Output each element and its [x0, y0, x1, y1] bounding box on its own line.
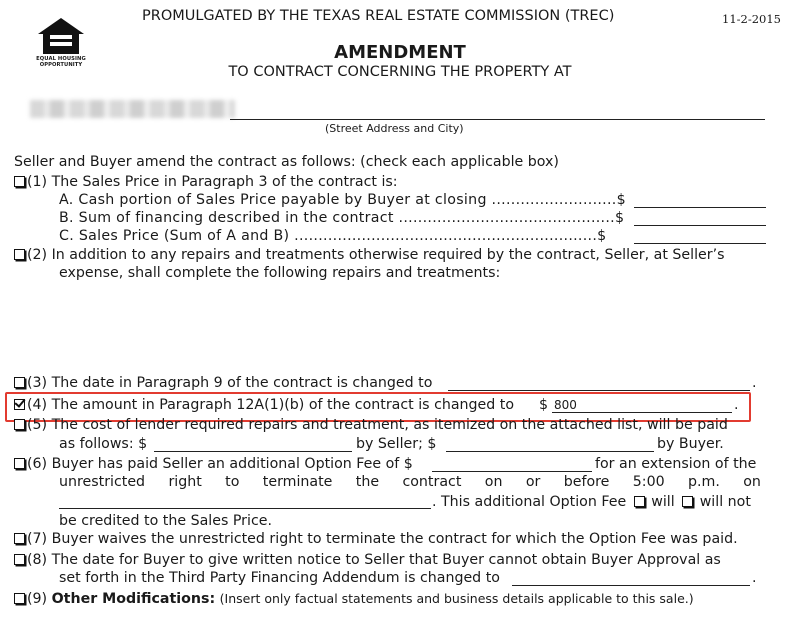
- item4-currency: $: [539, 397, 549, 413]
- item4-row: [14, 397, 514, 413]
- item4-end: .: [734, 397, 739, 413]
- item1-label: (1) The Sales Price in Paragraph 3 of the contract is:: [27, 174, 398, 190]
- intro-text: Seller and Buyer amend the contract as follows: (check each applicable box): [14, 154, 559, 170]
- item6-will: will: [651, 494, 675, 510]
- item2-checkbox[interactable]: [14, 249, 25, 260]
- item6-word: on: [743, 474, 761, 490]
- item1-b-field[interactable]: [634, 225, 766, 226]
- item6-word: 5:00: [632, 474, 665, 490]
- item6-line4: be credited to the Sales Price.: [59, 513, 272, 529]
- item6-word: unrestricted: [59, 474, 146, 490]
- item2-line1: (2) In addition to any repairs and treatments otherwise required by the contract, Seller, at Seller’s: [27, 247, 725, 263]
- item1-a-field[interactable]: [634, 207, 766, 208]
- item6-checkbox[interactable]: [14, 458, 25, 469]
- item8-checkbox[interactable]: [14, 554, 25, 565]
- item1-c-field[interactable]: [634, 243, 766, 244]
- item6-line1b: for an extension of the: [595, 456, 757, 472]
- item8-end: .: [752, 570, 757, 586]
- item9-bold-label: Other Modifications: [51, 591, 210, 607]
- item8-line1: (8) The date for Buyer to give written notice to Seller that Buyer cannot obtain Buyer Approval as: [27, 552, 721, 568]
- option-fee-will-checkbox[interactable]: [634, 496, 645, 507]
- item9-checkbox[interactable]: [14, 593, 25, 604]
- item4-amount-field[interactable]: [552, 412, 732, 413]
- item6-word: or: [525, 474, 541, 490]
- street-address-label: (Street Address and City): [325, 122, 464, 135]
- item5-line1: (5) The cost of lender required repairs and treatment, as itemized on the attached list, will be paid: [27, 417, 728, 433]
- item8-row: [14, 552, 721, 568]
- item6-word: before: [563, 474, 610, 490]
- item3-end: .: [752, 375, 757, 391]
- item5-line2b: by Seller; $: [356, 436, 437, 452]
- item6-word: on: [484, 474, 503, 490]
- item9-row: [14, 591, 694, 607]
- item6-word: right: [168, 474, 202, 490]
- item7-checkbox[interactable]: [14, 533, 25, 544]
- item3-checkbox[interactable]: [14, 377, 25, 388]
- item3-label: (3) The date in Paragraph 9 of the contract is changed to: [27, 375, 433, 391]
- item7-label: (7) Buyer waives the unrestricted right to terminate the contract for which the Option Fee was paid.: [27, 531, 738, 547]
- item9-num: (9): [27, 591, 48, 607]
- item6-fee-field[interactable]: [432, 471, 592, 472]
- item8-date-field[interactable]: [512, 585, 750, 586]
- item6-word: p.m.: [688, 474, 720, 490]
- address-line[interactable]: [230, 119, 765, 120]
- item5-checkbox[interactable]: [14, 419, 25, 430]
- page-subtitle: TO CONTRACT CONCERNING THE PROPERTY AT: [228, 64, 572, 80]
- item4-label: (4) The amount in Paragraph 12A(1)(b) of the contract is changed to: [27, 397, 515, 413]
- item6-line3a: . This additional Option Fee: [432, 494, 627, 510]
- logo-text-1: EQUAL HOUSING: [36, 56, 86, 62]
- option-fee-will-not-checkbox[interactable]: [682, 496, 693, 507]
- item2-line2: expense, shall complete the following repairs and treatments:: [59, 265, 501, 281]
- item1-c-text: C. Sales Price (Sum of A and B) ...............................................................$: [59, 228, 607, 244]
- item6-line3: [432, 494, 751, 510]
- item6-line2: [59, 474, 761, 490]
- item6-word: terminate: [262, 474, 333, 490]
- item6-word: the: [355, 474, 380, 490]
- item1-checkbox[interactable]: [14, 176, 25, 187]
- item5-buyer-field[interactable]: [446, 451, 654, 452]
- promulgated-text: PROMULGATED BY THE TEXAS REAL ESTATE COMMISSION (TREC): [142, 8, 615, 24]
- item6-word: to: [225, 474, 240, 490]
- redacted-address: [30, 100, 235, 118]
- item3-row: [14, 375, 432, 391]
- item8-line2: set forth in the Third Party Financing Addendum is changed to: [59, 570, 500, 586]
- item6-word: contract: [402, 474, 462, 490]
- item7-row: [14, 531, 738, 547]
- item1-b-text: B. Sum of financing described in the contract .............................................$: [59, 210, 625, 226]
- item5-line2c: by Buyer.: [657, 436, 724, 452]
- item4-amount-value[interactable]: 800: [554, 398, 577, 412]
- item6-willnot: will not: [699, 494, 751, 510]
- item6-row: [14, 456, 413, 472]
- item1-a-text: A. Cash portion of Sales Price payable by Buyer at closing ..........................$: [59, 192, 626, 208]
- item6-line1a: (6) Buyer has paid Seller an additional Option Fee of $: [27, 456, 413, 472]
- item1-row: [14, 174, 398, 190]
- page-title: AMENDMENT: [334, 42, 466, 63]
- item2-row: [14, 247, 725, 263]
- item5-row: [14, 417, 728, 433]
- form-date: 11-2-2015: [722, 12, 781, 26]
- item5-seller-field[interactable]: [154, 451, 352, 452]
- item9-colon: :: [209, 591, 216, 607]
- item9-note: (Insert only factual statements and business details applicable to this sale.): [219, 591, 694, 606]
- logo-text-2: OPPORTUNITY: [39, 62, 83, 68]
- item3-date-field[interactable]: [448, 390, 750, 391]
- item5-line2a: as follows: $: [59, 436, 148, 452]
- item4-checkbox-checked[interactable]: [14, 399, 25, 410]
- item6-date-field[interactable]: [59, 508, 431, 509]
